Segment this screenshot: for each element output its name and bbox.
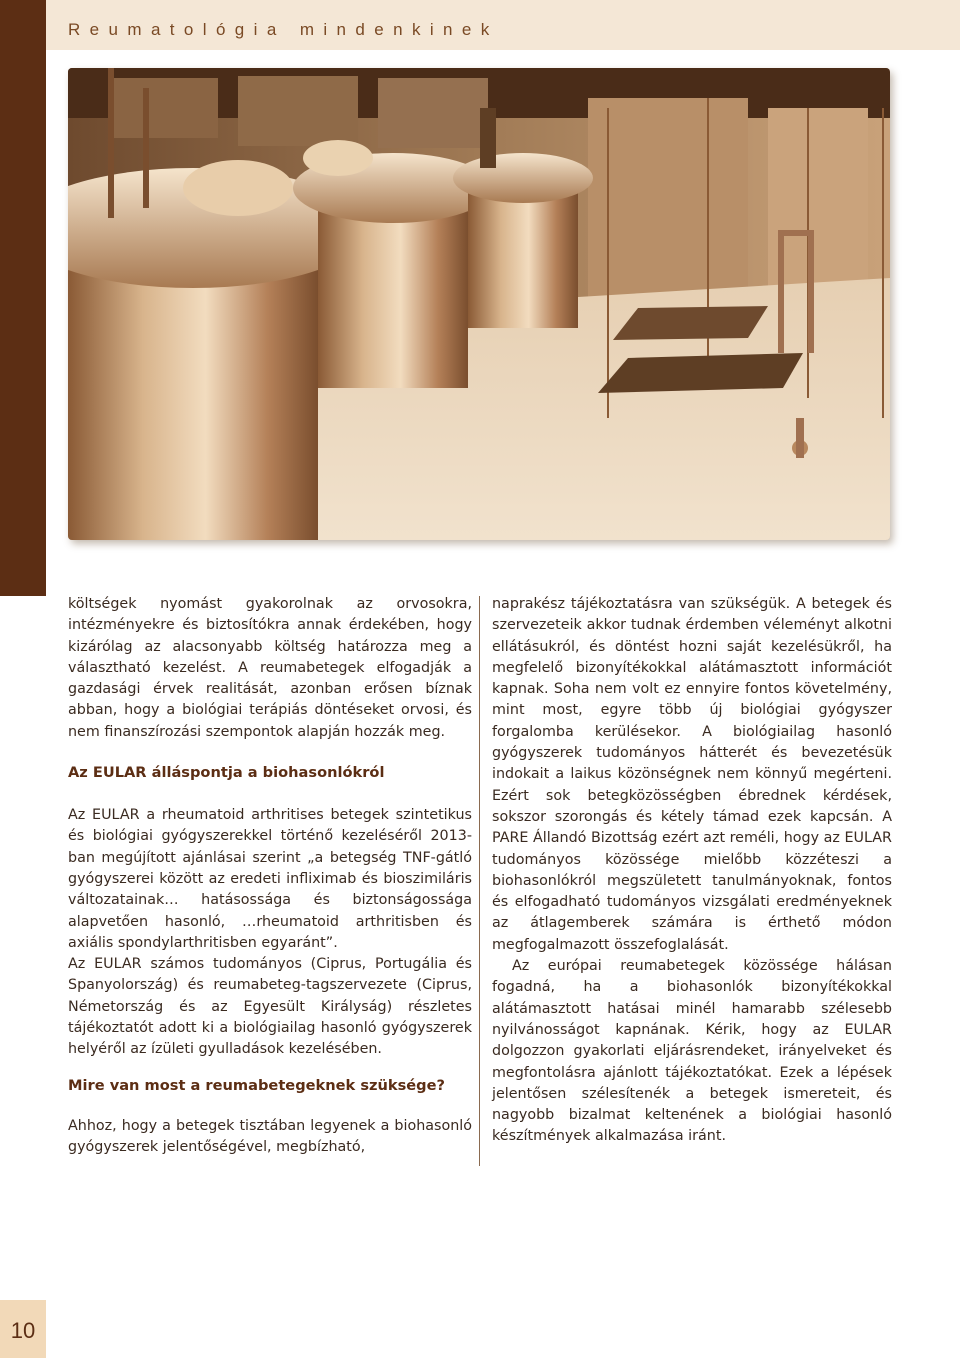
page-number: 10 (10, 1318, 36, 1343)
left-paragraph-4: Ahhoz, hogy a betegek tisztában legyenek a biohasonló gyógyszerek jelentőségével, megbízható, (68, 1117, 472, 1155)
right-paragraph-1: naprakész tájékoztatásra van szükségük. A betegek és szervezeteik akkor tudnak érdemben véleményt alkotni ellátásukról, és döntést hozni saját kezelésükről, ha megfelelő bizonyítékokkal alátámasztott információt kapnak. Soha nem volt ez ennyire fontos követelmény, mint most, egyre több új biológiai gyógyszer forgalomba kerülésekor. A biológiailag hasonló gyógyszerek tudományos hátterét és bevezetésük indokait a laikus közönségnek nem könnyű megérteni. Ezért sok betegközösségben ébrednek kérdések, sokszor szorongás és kétely támad ezek kapcsán. A PARE Állandó Bizottság ezért azt reméli, hogy az EULAR tudományos közössége mielőbb közzéteszi a biohasonlókról megszületett tanulmányoknak, fontos és elfogadható tudományos vizsgálati eredményeknek az átlagemberek számára is érthető módon megfogalmazott összefoglalását. (492, 596, 892, 953)
section-heading-eular: Az EULAR álláspontja a biohasonlókról (68, 764, 385, 782)
section-heading-needs: Mire van most a reumabetegeknek szüksége? (68, 1076, 445, 1094)
manufacturing-photo (68, 68, 890, 540)
running-header: Reumatológia mindenkinek (68, 20, 499, 39)
right-column (492, 594, 892, 1148)
left-column (68, 594, 472, 1158)
right-paragraph-2: Az európai reumabetegek közössége hálásan fogadná, ha a biohasonlók bizonyítékokkal alátámasztott hatásai minél hamarabb szélesebb nyilvánosságot kapnának. Kérik, hogy az EULAR dolgozzon gyakorlati eljárásrendeket, irányelveket és megfontolásra ajánlott tájékoztatókat. Ezek a lépések jelentősen szélesítenék a betegek ismereteit, és nagyobb bizalmat keltenének a biológiai hasonló készítmények alkalmazása iránt. (492, 958, 892, 1145)
column-divider (479, 596, 480, 1166)
left-paragraph-3: Az EULAR számos tudományos (Ciprus, Portugália és Spanyolország) és reumabeteg-tagszervezete (Ciprus, Németország és az Egyesült Királyság) részletes tájékoztatót adott ki a biológiailag hasonló gyógyszerek helyéről az ízületi gyulladások kezelésében. (68, 956, 472, 1058)
sidebar-accent-bar (0, 0, 46, 596)
left-paragraph-2: Az EULAR a rheumatoid arthritises betegek szintetikus és biológiai gyógyszerekkel történő kezeléséről 2013-ban megújított ajánlásai szerint „a betegség TNF-gátló gyógyszerei között az eredeti infliximab és bioszimiláris változatainak… hatásossága és biztonságossága alapvetően hasonló, …rheumatoid arthritisben és axiális spondylarthritisben egyaránt”. (68, 807, 472, 951)
left-paragraph-1: költségek nyomást gyakorolnak az orvosokra, intézményekre és biztosítókra annak érdekében, hogy kizárólag az alacsonyabb költség határozza meg a választható kezelést. A reumabetegek elfogadják a gazdasági érvek realitását, azonban erősen bíznak abban, hogy a biológiai terápiás döntéseket orvosi, és nem finanszírozási szempontok alapján hozzák meg. (68, 596, 472, 740)
